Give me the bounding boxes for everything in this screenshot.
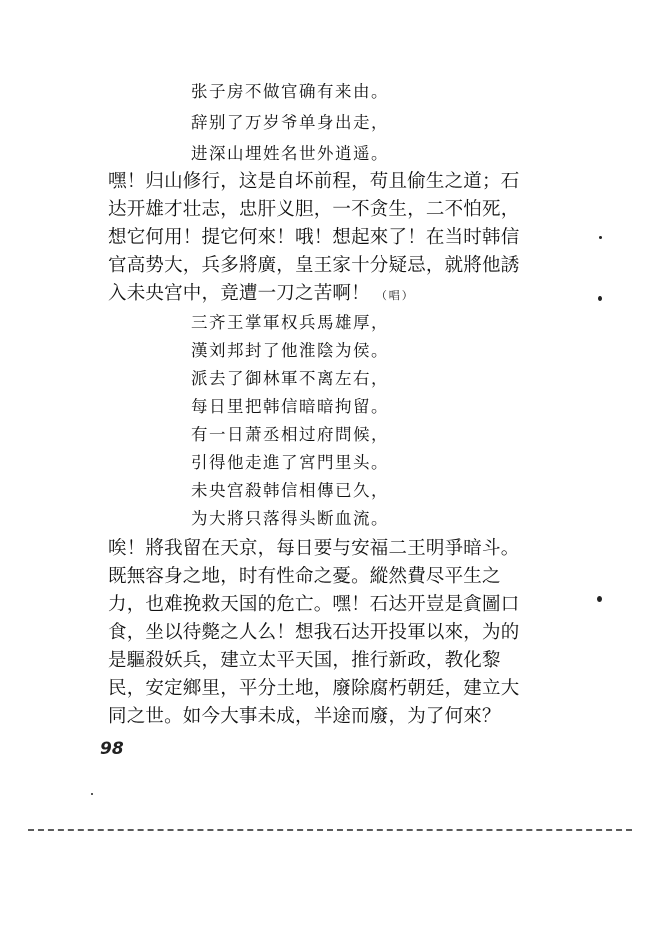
prose-line: 唉！將我留在天京，每日要与安福二王明爭暗斗。 [108, 538, 520, 559]
prose-line: 嘿！归山修行，这是自坏前程，苟且偷生之道；石 [108, 171, 520, 192]
verse-line: 进深山埋姓名世外逍遥。 [191, 144, 389, 163]
verse-line: 为大將只落得头断血流。 [191, 509, 389, 528]
verse-line: 有一日萧丞相过府問候， [191, 425, 389, 444]
prose-line: 官高势大，兵多將廣，皇王家十分疑忌，就將他誘 [108, 255, 520, 276]
scan-speck [597, 596, 602, 602]
prose-line: 同之世。如今大事未成，半途而廢，为了何來？ [108, 706, 501, 727]
sing-note: （唱） [375, 289, 415, 302]
verse-line: 漢刘邦封了他淮陰为侯。 [191, 341, 389, 360]
verse-line: 张子房不做官确有来由。 [191, 82, 389, 101]
scan-speck [599, 236, 602, 239]
prose-line [108, 282, 415, 308]
prose-line: 民，安定鄉里，平分土地，廢除腐朽朝廷，建立大 [108, 678, 520, 699]
prose-line: 是驅殺妖兵，建立太平天国，推行新政，教化黎 [108, 650, 501, 671]
verse-line: 派去了御林軍不离左右， [191, 369, 389, 388]
prose-line: 力，也难挽救天国的危亡。嘿！石达开豈是貪圖口 [108, 594, 520, 615]
verse-line: 每日里把韩信暗暗拘留。 [191, 397, 389, 416]
verse-line: 引得他走進了宮門里头。 [191, 453, 389, 472]
prose-line: 达开雄才壮志，忠肝义胆，一不贪生，二不怕死， [108, 199, 520, 220]
scan-speck [598, 296, 602, 301]
prose-text: 入未央宫中，竟遭一刀之苦啊！ [108, 283, 370, 304]
prose-line: 既無容身之地，时有性命之憂。縱然費尽平生之 [108, 566, 501, 587]
prose-line: 想它何用！提它何來！哦！想起來了！在当时韩信 [108, 227, 520, 248]
verse-line: 三齐王掌軍权兵馬雄厚， [191, 313, 389, 332]
page-number: 98 [100, 739, 124, 759]
verse-line: 未央宫殺韩信相傳已久， [191, 481, 389, 500]
scan-speck [91, 793, 93, 795]
verse-line: 辞别了万岁爷单身出走， [191, 113, 389, 132]
prose-line: 食，坐以待斃之人么！想我石达开投軍以來，为的 [108, 622, 520, 643]
bottom-scan-edge [28, 829, 632, 831]
